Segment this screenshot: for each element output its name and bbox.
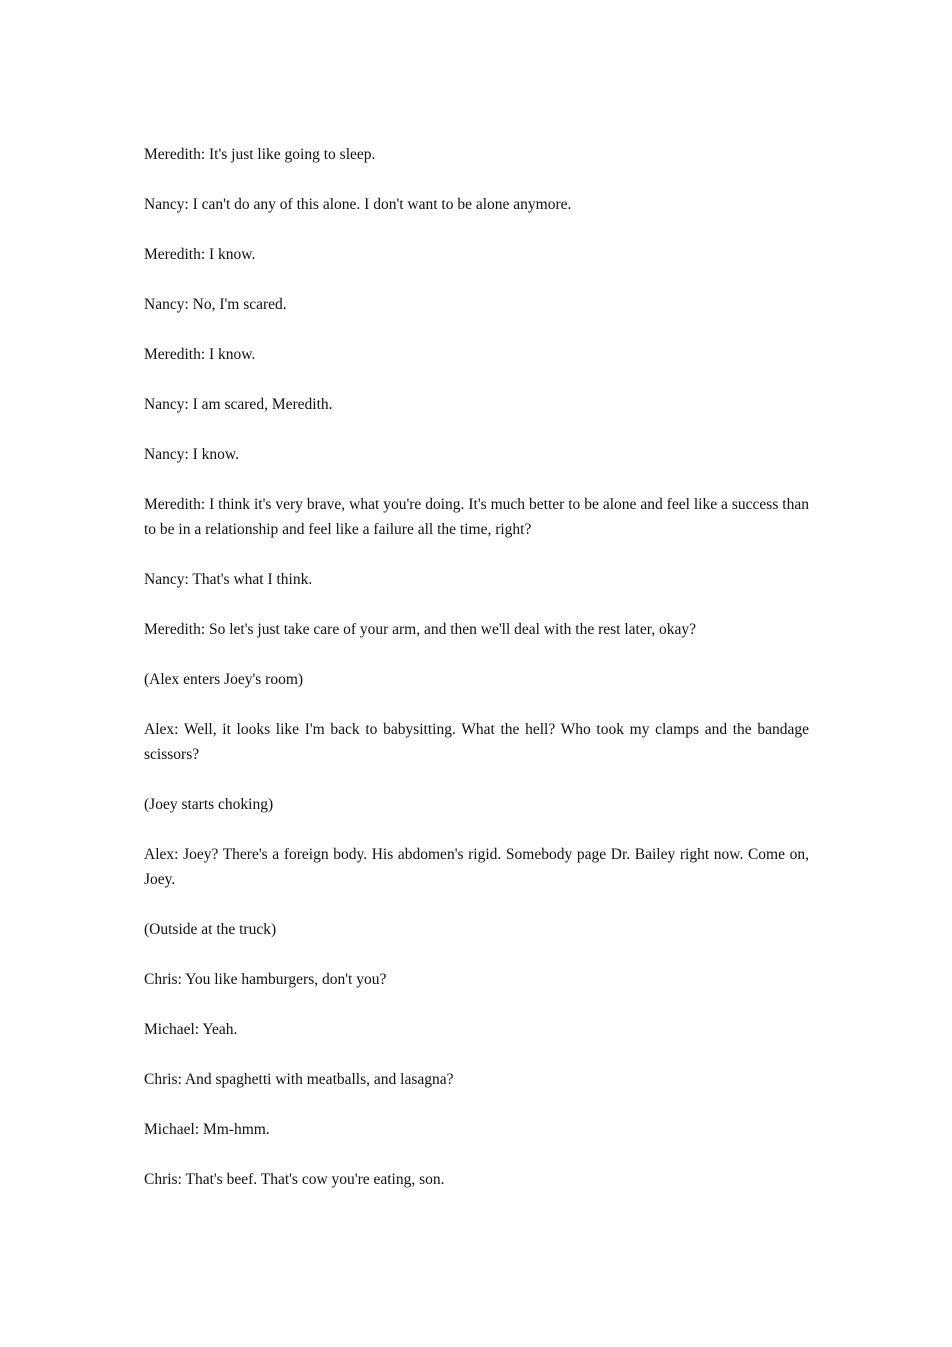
dialogue-line: Chris: That's beef. That's cow you're eating, son. [144,1171,445,1188]
dialogue-line: Meredith: I know. [144,246,256,263]
dialogue-line: Meredith: So let's just take care of your arm, and then we'll deal with the rest later, okay? [144,621,697,638]
stage-direction: (Alex enters Joey's room) [144,671,304,688]
stage-direction: (Outside at the truck) [144,921,277,938]
dialogue-line: Michael: Yeah. [144,1021,238,1038]
stage-direction: (Joey starts choking) [144,796,274,813]
dialogue-line: Nancy: That's what I think. [144,571,313,588]
dialogue-line: Nancy: I know. [144,446,239,463]
dialogue-line: Meredith: I know. [144,346,256,363]
dialogue-line: Meredith: It's just like going to sleep. [144,146,376,163]
dialogue-line: Nancy: No, I'm scared. [144,296,287,313]
dialogue-line: Michael: Mm-hmm. [144,1121,270,1138]
dialogue-line: Meredith: I think it's very brave, what you're doing. It's much better to be alone and feel like a success than to be in a relationship and feel like a failure all the time, right? [144,496,809,538]
dialogue-line: Nancy: I am scared, Meredith. [144,396,333,413]
dialogue-line: Alex: Joey? There's a foreign body. His abdomen's rigid. Somebody page Dr. Bailey right now. Come on, Joey. [144,846,809,888]
dialogue-line: Chris: And spaghetti with meatballs, and lasagna? [144,1071,454,1088]
dialogue-line: Nancy: I can't do any of this alone. I don't want to be alone anymore. [144,196,572,213]
dialogue-line: Chris: You like hamburgers, don't you? [144,971,387,988]
dialogue-line: Alex: Well, it looks like I'm back to babysitting. What the hell? Who took my clamps and the bandage scissors? [144,721,809,763]
transcript-page [144,142,809,1217]
